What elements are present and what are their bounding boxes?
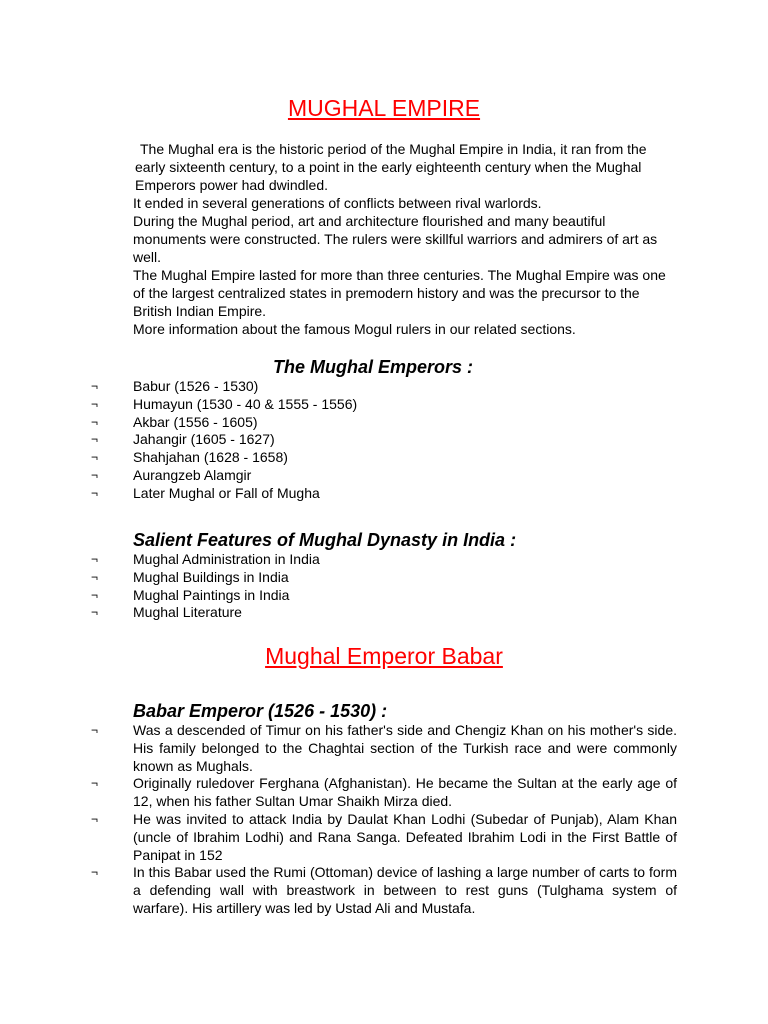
bullet-icon: ¬ [91,723,99,737]
list-item: ¬ Mughal Administration in India [91,551,320,567]
list-item: ¬ Humayun (1530 - 40 & 1555 - 1556) [91,395,358,412]
main-title: MUGHAL EMPIRE [287,95,481,121]
bullet-icon: ¬ [91,396,99,411]
bullet-icon: ¬ [91,414,99,429]
list-item: ¬ Akbar (1556 - 1605) [91,413,258,430]
list-item: ¬ Aurangzeb Alamgir [91,466,252,483]
bullet-icon: ¬ [91,569,99,584]
list-item: ¬ Shahjahan (1628 - 1658) [91,449,288,466]
intro-paragraph-2: It ended in several generations of conflicts between rival warlords. [133,195,542,211]
intro-paragraph-4: The Mughal Empire lasted for more than three centuries. The Mughal Empire was one of the largest centralized states in premodern history and was the precursor to the British Indian Empire. [133,267,666,319]
list-item: ¬ Mughal Literature [91,604,242,621]
list-item: ¬ Originally ruledover Ferghana (Afghanistan). He became the Sultan at the early age of 12, when his father Sultan Umar Shaikh Mirza died. [91,775,677,810]
bullet-icon: ¬ [91,485,99,500]
intro-paragraph-3: During the Mughal period, art and architecture flourished and many beautiful monuments were constructed. The rulers were skillful warriors and admirers of art as well. [133,213,658,265]
features-list [0,551,320,622]
list-item: ¬ Jahangir (1605 - 1627) [91,431,275,448]
babar-list [0,722,677,918]
bullet-icon: ¬ [91,379,99,393]
list-item: ¬ Mughal Paintings in India [91,586,290,603]
list-item: ¬ Was a descended of Timur on his father's side and Chengiz Khan on his mother's side. His family belonged to the Chaghtai section of the Turkish race and were commonly known as Mughals. [91,722,677,774]
list-item: ¬ In this Babar used the Rumi (Ottoman) device of lashing a large number of carts to form a defending wall with breastwork in between to rest guns (Tulghama system of warfare). His artillery was led by Ustad Ali and Mustafa. [91,864,677,916]
intro-paragraph-1: The Mughal era is the historic period of the Mughal Empire in India, it ran from the early sixteenth century, to a point in the early eighteenth century when the Mughal Emperors power had dwindled. [135,141,647,193]
babar-heading: Babar Emperor (1526 - 1530) : [133,701,388,721]
bullet-icon: ¬ [91,811,99,826]
list-item: ¬ He was invited to attack India by Daulat Khan Lodhi (Subedar of Punjab), Alam Khan (uncle of Ibrahim Lodhi) and Rana Sanga. Defeated Ibrahim Lodi in the First Battle of Panipat in 152 [91,810,677,863]
bullet-icon: ¬ [91,467,99,482]
list-item: ¬ Later Mughal or Fall of Mugha [91,484,320,501]
features-heading: Salient Features of Mughal Dynasty in India : [133,530,517,550]
list-item: ¬ Mughal Buildings in India [91,568,289,585]
bullet-icon: ¬ [91,552,99,566]
emperors-heading: The Mughal Emperors : [273,357,474,377]
intro-paragraph-5: More information about the famous Mogul rulers in our related sections. [133,321,576,337]
bullet-icon: ¬ [91,587,99,602]
bullet-icon: ¬ [91,605,99,620]
bullet-icon: ¬ [91,776,99,791]
bullet-icon: ¬ [91,432,99,447]
list-item: ¬ Babur (1526 - 1530) [91,378,259,394]
bullet-icon: ¬ [91,450,99,465]
bullet-icon: ¬ [91,865,99,880]
babar-title: Mughal Emperor Babar [265,643,503,669]
emperors-list [0,378,357,503]
